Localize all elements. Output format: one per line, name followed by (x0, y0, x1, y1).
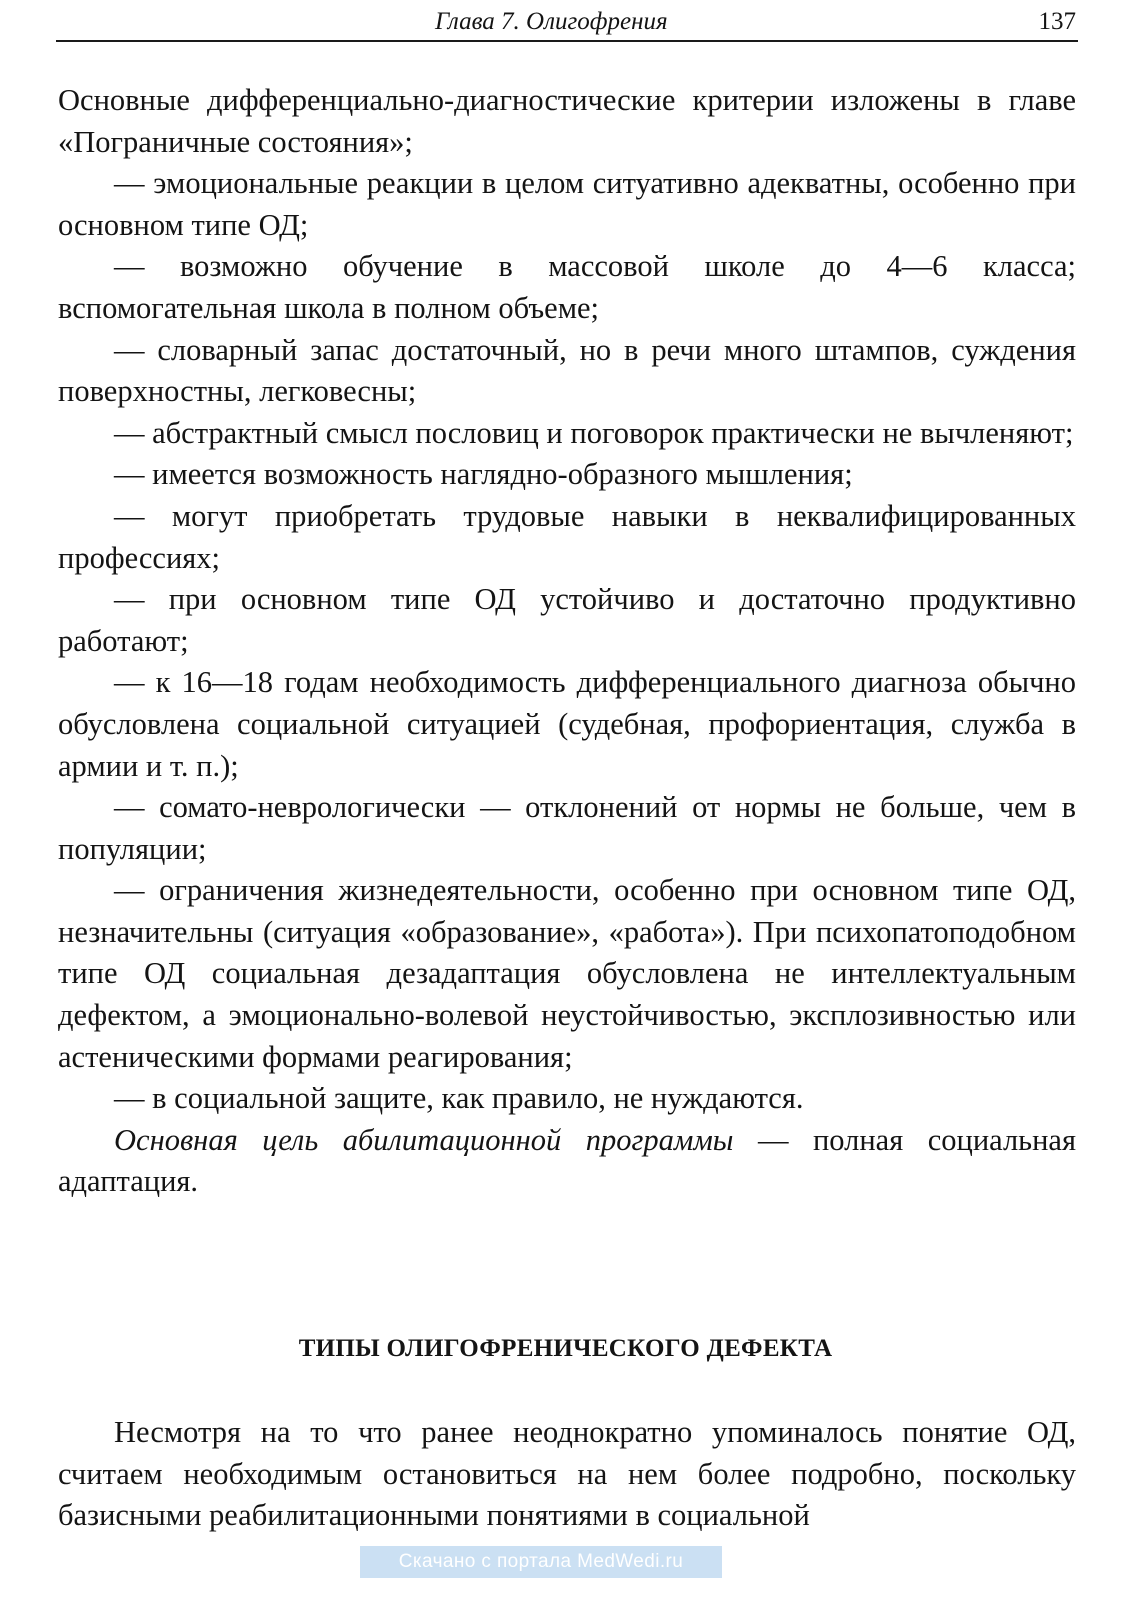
list-item-labor-skills: — могут приобретать трудовые навыки в неквалифицированных профессиях; (58, 498, 1076, 575)
paragraph-intro: Основные дифференциально-диагностические критерии изложены в главе «Пограничные состояния»; (58, 83, 1076, 159)
list-item-somatic: — сомато-неврологически — отклонений от нормы не больше, чем в популяции; (58, 790, 1076, 866)
section-heading: ТИПЫ ОЛИГОФРЕНИЧЕСКОГО ДЕФЕКТА (298, 1335, 833, 1362)
list-item-work: — при основном типе ОД устойчиво и достаточно продуктивно работают; (58, 582, 1076, 658)
section-text (58, 1412, 1076, 1537)
list-item-proverbs: — абстрактный смысл пословиц и поговорок практически не вычленяют; (114, 415, 1074, 450)
list-item-social-protection: — в социальной защите, как правило, не нуждаются. (114, 1081, 804, 1116)
page-number: 137 (1038, 8, 1076, 35)
list-item-emotional: — эмоциональные реакции в целом ситуативно адекватны, особенно при основном типе ОД; (58, 166, 1076, 242)
goal-paragraph (58, 1120, 1076, 1203)
goal-label: Основная цель абилитационной программы (114, 1122, 734, 1157)
list-item-vocabulary: — словарный запас достаточный, но в речи много штампов, суждения поверхностны, легковесны; (58, 332, 1076, 409)
list-item-thinking: — имеется возможность наглядно-образного мышления; (114, 457, 853, 492)
goal-text: — полная социальная адаптация. (58, 1122, 1076, 1199)
watermark-banner: Скачано с портала MedWedi.ru (360, 1546, 722, 1578)
list-item-schooling: — возможно обучение в массовой школе до 4—6 класса; вспомогательная школа в полном объеме; (58, 249, 1076, 325)
list-item-diagnosis: — к 16—18 годам необходимость дифференциального диагноза обычно обусловлена социальной ситуацией (судебная, профориентация, служба в армии и т. п.); (58, 665, 1076, 783)
chapter-title: Глава 7. Олигофрения (435, 8, 668, 35)
main-text (58, 80, 1076, 1203)
list-item-limitations: — ограничения жизнедеятельности, особенно при основном типе ОД, незначительны (ситуация «образование», «работа»). При психопатоподобном типе ОД социальная дезадаптация обусловлена не интеллектуальным дефектом, а эмоционально-волевой неустойчивостью, эксплозивностью или астеническими формами реагирования; (58, 873, 1076, 1074)
section-paragraph: Несмотря на то что ранее неоднократно упоминалось понятие ОД, считаем необходимым остановиться на нем более подробно, поскольку базисными реабилитационными понятиями в социальной (58, 1415, 1076, 1533)
running-head (56, 4, 1078, 42)
